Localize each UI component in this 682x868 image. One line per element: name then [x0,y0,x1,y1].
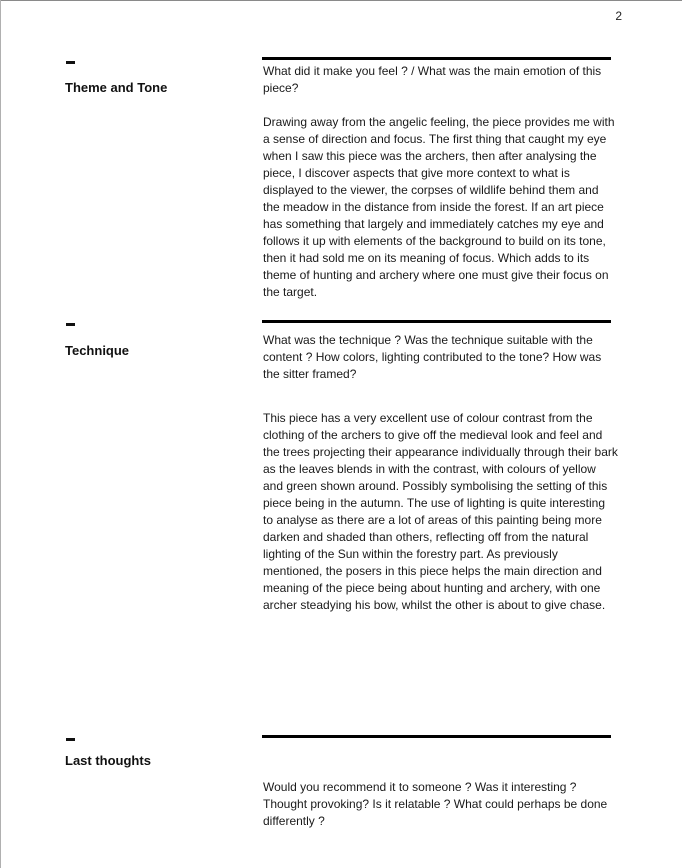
page-left-edge [0,0,1,868]
page-top-edge [0,0,682,1]
technique-answer: This piece has a very excellent use of colour contrast from the clothing of the archers to give off the medieval look and feel and the trees projecting their appearance individually through their bark as the leaves blends in with the contrast, with colours of yellow and green shown around. Possibly symbolising the setting of this piece being in the autumn. The use of lighting is quite interesting to analyse as there are a lot of areas of this painting being more darken and shaded than others, reflecting off from the natural lighting of the Sun within the forestry part. As previously mentioned, the posers in this piece helps the main direction and meaning of the piece being about hunting and archery, with one archer steadying his bow, whilst the other is about to give chase. [263,411,618,612]
technique-section-title: Technique [65,343,130,358]
technique-question: What was the technique ? Was the technique suitable with the content ? How colors, lighting contributed to the tone? How was the sitter framed? [263,333,602,381]
page-number: 2 [615,9,622,23]
last-thoughts-question: Would you recommend it to someone ? Was it interesting ? Thought provoking? Is it relatable ? What could perhaps be done differently ? [263,780,608,828]
last-thoughts-section-rule [262,735,611,738]
last-thoughts-section-dash [66,738,75,741]
theme-section-dash [66,61,75,64]
theme-question: What did it make you feel ? / What was the main emotion of this piece? [263,64,602,95]
last-thoughts-section-title: Last thoughts [65,753,151,768]
theme-section-rule [262,57,611,60]
theme-answer: Drawing away from the angelic feeling, the piece provides me with a sense of direction and focus. The first thing that caught my eye when I saw this piece was the archers, then after analysing the piece, I discover aspects that give more context to what is displayed to the viewer, the corpses of wildlife behind them and the meadow in the distance from inside the forest. If an art piece has something that largely and immediately catches my eye and follows it up with elements of the background to build on its tone, then it had sold me on its meaning of focus. Which adds to its theme of hunting and archery where one must give their focus on the target. [263,115,615,299]
technique-section-dash [66,323,75,326]
theme-section-title: Theme and Tone [65,80,168,95]
technique-section-rule [262,320,611,323]
